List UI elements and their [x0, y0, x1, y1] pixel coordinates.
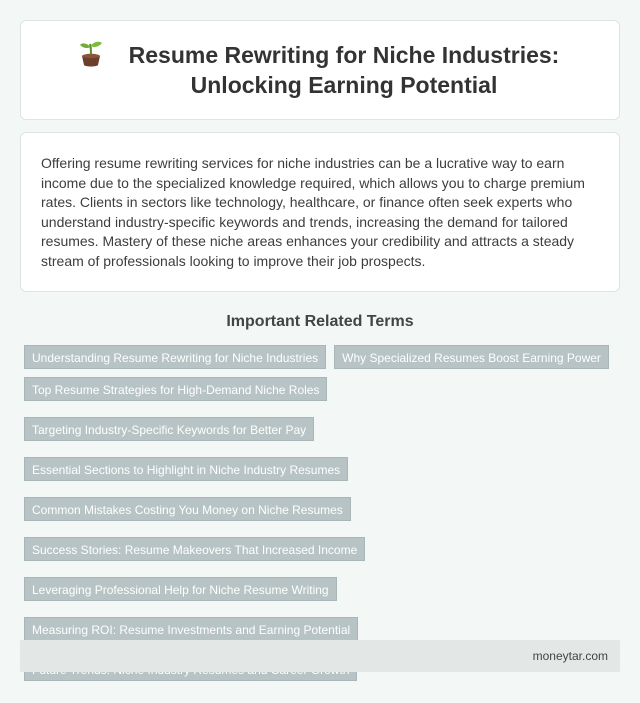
term-tag[interactable]: Understanding Resume Rewriting for Niche Industries [24, 345, 326, 369]
term-tag[interactable]: Success Stories: Resume Makeovers That Increased Income [24, 537, 365, 561]
term-tag[interactable]: Why Specialized Resumes Boost Earning Power [334, 345, 609, 369]
term-tag[interactable]: Targeting Industry-Specific Keywords for Better Pay [24, 417, 314, 441]
terms-heading: Important Related Terms [226, 313, 414, 330]
title-row [76, 40, 564, 100]
term-tag[interactable]: Essential Sections to Highlight in Niche Industry Resumes [24, 457, 348, 481]
site-link[interactable]: moneytar.com [532, 649, 608, 663]
intro-card [20, 132, 620, 292]
term-tag[interactable]: Leveraging Professional Help for Niche Resume Writing [24, 577, 337, 601]
title-card [20, 20, 620, 120]
page-title: Resume Rewriting for Niche Industries: Unlocking Earning Potential [128, 42, 560, 98]
footer [20, 640, 620, 672]
sprout-icon [76, 38, 106, 68]
term-tag[interactable]: Top Resume Strategies for High-Demand Niche Roles [24, 377, 327, 401]
terms-list [24, 345, 620, 681]
intro-paragraph: Offering resume rewriting services for niche industries can be a lucrative way to earn income due to the specialized knowledge required, which allows you to charge premium rates. Clients in sectors like technology, healthcare, or finance often seek experts who understand industry-specific keywords and trends, increasing the demand for tailored resumes. Mastery of these niche areas enhances your credibility and attracts a steady stream of professionals looking to improve their job prospects. [41, 155, 585, 269]
term-tag[interactable]: Measuring ROI: Resume Investments and Earning Potential [24, 617, 358, 641]
term-tag[interactable]: Common Mistakes Costing You Money on Niche Resumes [24, 497, 351, 521]
